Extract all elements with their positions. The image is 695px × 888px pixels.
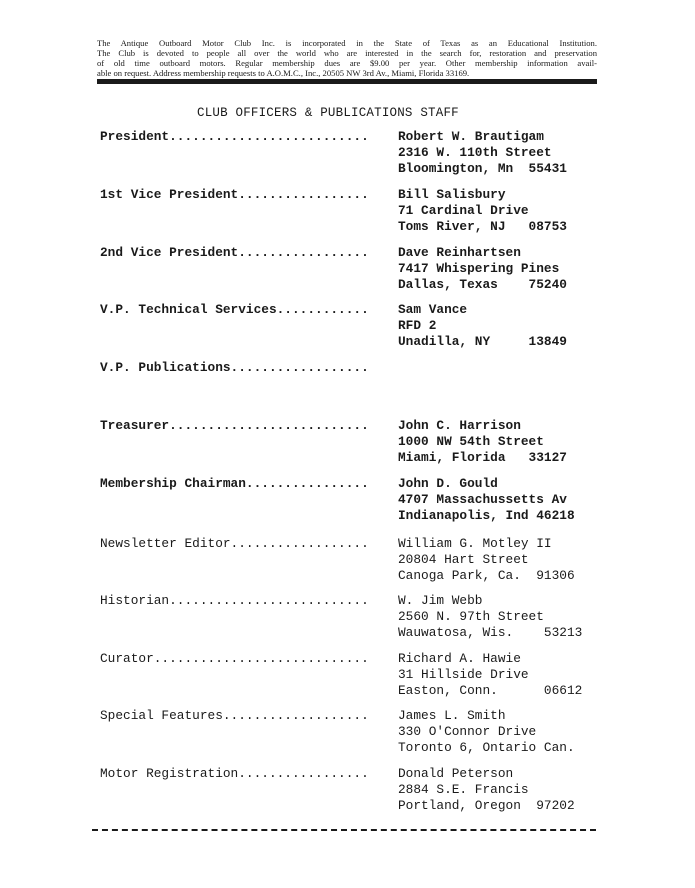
officer-address [398,418,567,467]
address-line: Easton, Conn. 06612 [398,683,583,699]
officer-address [398,476,575,525]
officer-name: Robert W. Brautigam [398,129,544,144]
address-line: Toms River, NJ 08753 [398,219,567,235]
footer-dashed-rule [92,829,596,831]
address-line: Miami, Florida 33127 [398,450,567,466]
page-title: CLUB OFFICERS & PUBLICATIONS STAFF [197,106,459,120]
address-line: 2884 S.E. Francis [398,782,529,798]
officer-name: John C. Harrison [398,418,521,433]
officer-address [398,651,582,700]
address-line: 7417 Whispering Pines [398,261,560,277]
officer-role: 2nd Vice President................. [100,245,369,260]
address-line: 330 O'Connor Drive [398,724,537,740]
address-line: 4707 Massachussetts Av [398,492,567,508]
officer-name: Bill Salisbury [398,187,506,202]
officer-role: V.P. Publications.................. [100,360,369,375]
address-line: 2560 N. 97th Street [398,609,544,625]
officer-role: Newsletter Editor.................. [100,536,369,551]
officer-address [398,129,567,178]
officer-address [398,187,567,236]
officer-name: W. Jim Webb [398,593,483,608]
description-line: The Antique Outboard Motor Club Inc. is incorporated in the State of Texas as an Educational Institution. [97,38,597,48]
officer-role: Membership Chairman................ [100,476,369,491]
description-line: The Club is devoted to people all over the world who are interested in the search for, restoration and preservation [97,48,597,58]
officer-name: William G. Motley II [398,536,552,551]
description-line: able on request. Address membership requests to A.O.M.C., Inc., 20505 NW 3rd Av., Miami, Florida 33169. [97,68,470,78]
address-line: 71 Cardinal Drive [398,203,529,219]
officer-name: Richard A. Hawie [398,651,521,666]
officer-address [398,536,575,585]
address-line: Wauwatosa, Wis. 53213 [398,625,583,641]
address-line: RFD 2 [398,318,437,334]
officer-name: Sam Vance [398,302,468,317]
officer-role: Curator............................ [100,651,369,666]
club-description [97,38,597,78]
address-line: Canoga Park, Ca. 91306 [398,568,575,584]
officer-address [398,302,567,351]
address-line: 2316 W. 110th Street [398,145,552,161]
address-line: Dallas, Texas 75240 [398,277,567,293]
officer-role: President.......................... [100,129,369,144]
address-line: Toronto 6, Ontario Can. [398,740,575,756]
officer-name: Donald Peterson [398,766,514,781]
address-line: 1000 NW 54th Street [398,434,544,450]
header-rule [97,79,597,84]
officer-name: James L. Smith [398,708,506,723]
officer-address [398,708,575,757]
officer-role: Treasurer.......................... [100,418,369,433]
officer-name: Dave Reinhartsen [398,245,521,260]
officer-role: Historian.......................... [100,593,369,608]
address-line: Portland, Oregon 97202 [398,798,575,814]
address-line: 31 Hillside Drive [398,667,529,683]
officer-address [398,593,582,642]
officer-role: V.P. Technical Services............ [100,302,369,317]
officer-address [398,766,575,815]
officer-role: 1st Vice President................. [100,187,369,202]
description-line: of old time outboard motors. Regular membership dues are $9.00 per year. Other membership information avail- [97,58,597,68]
address-line: 20804 Hart Street [398,552,529,568]
address-line: Bloomington, Mn 55431 [398,161,567,177]
officer-role: Special Features................... [100,708,369,723]
officer-address [398,245,567,294]
officer-role: Motor Registration................. [100,766,369,781]
officer-name: John D. Gould [398,476,498,491]
address-line: Unadilla, NY 13849 [398,334,567,350]
address-line: Indianapolis, Ind 46218 [398,508,575,524]
